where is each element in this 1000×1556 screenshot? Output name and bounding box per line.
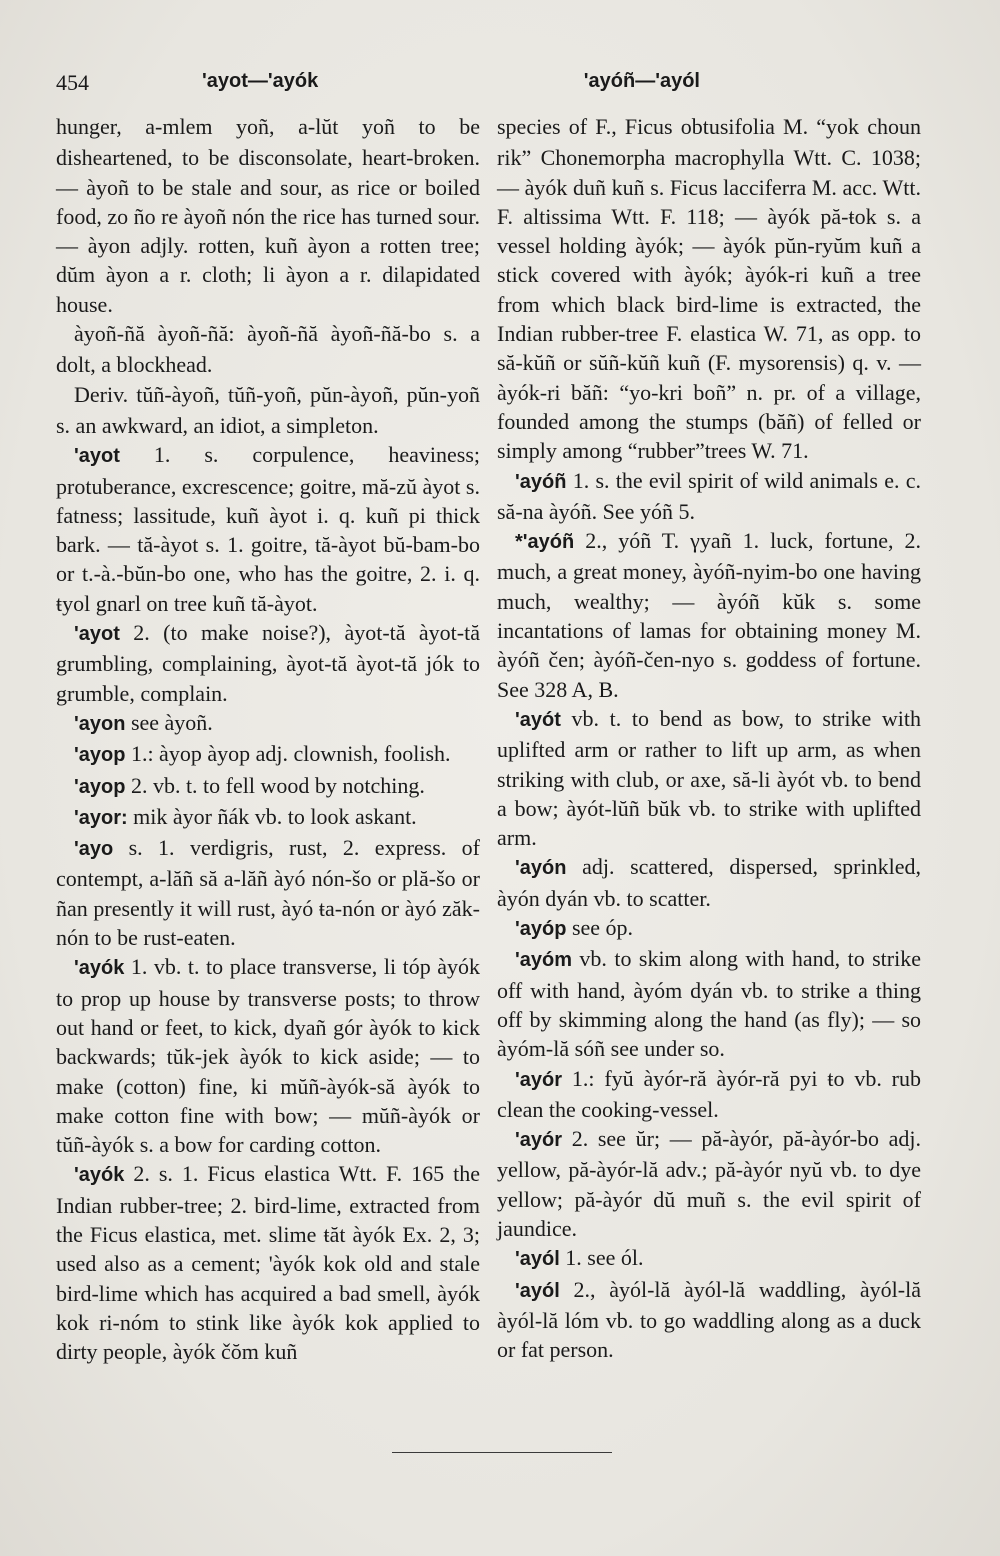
dictionary-entry	[56, 952, 480, 1159]
entry-headword: 'ayón	[515, 857, 567, 880]
dictionary-entry	[56, 708, 480, 739]
page-number: 454	[56, 70, 89, 95]
entry-text: adj. scattered, dispersed, sprinkled, àyón dyán vb. to scatter.	[497, 854, 921, 911]
entry-headword: 'ayor:	[74, 806, 128, 829]
dictionary-entry	[56, 833, 480, 952]
entry-text: 2. see ŭr; — pă-àyór, pă-àyór-bo adj. yellow, pă-àyór-lă adv.; pă-àyór nyŭ vb. to dye yellow; pă-àyór dŭ muñ s. the evil spirit of jaundice.	[497, 1126, 921, 1241]
entry-text: vb. t. to bend as bow, to strike with uplifted arm or rather to lift up arm, as when striking with club, or axe, să-li àyót vb. to bend a bow; àyót-lŭñ bŭk vb. to strike with uplifted arm.	[497, 705, 921, 851]
entry-text: 2. (to make noise?), àyot-tă àyot-tă grumbling, complaining, àyot-tă àyot-tă jók to grumble, complain.	[56, 620, 480, 706]
entry-text: vb. to skim along with hand, to strike off with hand, àyóm dyán vb. to strike a thing off by skimming along the hand (as fly); — so àyóm-lă sóñ see under so.	[497, 946, 921, 1062]
entry-text: see àyoñ.	[125, 709, 213, 735]
entry-text: species of F., Ficus obtusifolia M. “yok choun rik” Chonemorpha macrophylla Wtt. C. 1038; — àyók duñ kuñ s. Ficus lacciferra M. acc. Wtt. F. altissima Wtt. F. 118; — àyók pă-ŧok s. a vessel holding àyók; — àyók pŭn-ryŭm kuñ a stick covered with àyók; àyók-ri kuñ a tree from which black bird-lime is extracted, the Indian rubber-tree F. elastica W. 71, as opp. to să-kŭñ or sŭñ-kŭñ kuñ (F. mysorensis) q. v. — àyók-ri băñ: “yo-kri boñ” n. pr. of a village, founded among the stumps (băñ) of felled or simply among “rubber”trees W. 71.	[497, 114, 921, 464]
dictionary-entry	[56, 112, 480, 319]
entry-text: Deriv. tŭñ-àyoñ, tŭñ-yoñ, pŭn-àyoñ, pŭn-yoñ s. an awkward, an idiot, a simpleton.	[56, 381, 480, 438]
entry-text: s. 1. verdigris, rust, 2. express. of contempt, a-lăñ să a-lăñ àyó nón-šo or plă-šo or ñan presently it will rust, àyó ŧa-nón or àyó zăk-nón to be rust-eaten.	[56, 835, 480, 951]
entry-headword: 'ayól	[515, 1279, 560, 1302]
dictionary-entry	[56, 739, 480, 770]
entry-headword: 'ayóm	[515, 949, 573, 972]
dictionary-entry	[56, 771, 480, 802]
entry-headword: 'ayop	[74, 775, 126, 798]
entry-text: 1. s. corpulence, heaviness; protuberance, excrescence; goitre, mă-zŭ àyot s. fatness; lassitude, kuñ àyot i. q. kuñ pi thick bark. — tă-àyot s. 1. goitre, tă-àyot bŭ-bam-bo or t.-à.-bŭn-bo one, who has the goitre, 2. i. q. ŧyol gnarl on tree kuñ tă-àyot.	[56, 442, 480, 616]
entry-text: 2. s. 1. Ficus elastica Wtt. F. 165 the Indian rubber-tree; 2. bird-lime, extracted from the Ficus elastica, met. slime ŧăt àyók Ex. 2, 3; used also as a cement; 'àyók kok old and stale bird-lime which has acquired a bad smell, àyók kok ri-nóm to stink like àyók kok applied to dirty people, àyók čŏm kuñ	[56, 1161, 480, 1365]
dictionary-entry	[497, 944, 921, 1063]
entry-text: 2., àyól-lă àyól-lă waddling, àyól-lă àyól-lă lóm vb. to go waddling along as a duck or fat person.	[497, 1276, 921, 1363]
entry-headword: 'ayon	[74, 712, 126, 735]
right-running-head: 'ayóñ—'ayól	[583, 70, 700, 92]
left-running-head: 'ayot—'ayók	[202, 70, 319, 92]
entry-headword: 'ayór	[515, 1129, 563, 1152]
entry-text: see óp.	[566, 915, 634, 941]
dictionary-entry	[497, 852, 921, 913]
entry-text: 2. vb. t. to fell wood by notching.	[125, 772, 425, 798]
dictionary-entry	[497, 704, 921, 852]
entry-headword: 'ayop	[74, 744, 126, 767]
entry-headword: 'ayór	[515, 1068, 563, 1091]
dictionary-entry	[56, 618, 480, 708]
entry-headword: 'ayóp	[515, 918, 567, 941]
entry-headword: 'ayót	[515, 708, 561, 731]
entry-text: 2., yóñ T. γyañ 1. luck, fortune, 2. much, a great money, àyóñ-nyim-bo one having much, wealthy; — àyóñ kŭk s. some incantations of lamas for obtaining money M. àyóñ čen; àyóñ-čen-nyo s. goddess of fortune. See 328 A, B.	[497, 528, 921, 702]
entry-headword: 'ayól	[515, 1248, 560, 1271]
entry-text: 1. s. the evil spirit of wild animals e. c. să-na àyóñ. See yóñ 5.	[497, 467, 921, 524]
entry-headword: *'ayóñ	[515, 531, 575, 554]
dictionary-entry	[497, 1243, 921, 1274]
dictionary-entry	[56, 440, 480, 618]
bottom-rule	[392, 1452, 612, 1453]
entry-text: 1. vb. t. to place transverse, li tóp àyók to prop up house by transverse posts; to throw out hand or feet, to kick, dyañ gór àyók to kick backwards; tŭk-jek àyók to kick aside; — to make (cotton) fine, ki mŭñ-àyók-să àyók to make cotton fine with bow; — mŭñ-àyók or tŭñ-àyók s. a bow for carding cotton.	[56, 954, 480, 1158]
right-column	[497, 112, 921, 1364]
left-column	[56, 112, 480, 1366]
entry-headword: 'ayot	[74, 623, 120, 646]
entry-text: àyoñ-ñă àyoñ-ñă: àyoñ-ñă àyoñ-ñă-bo s. a dolt, a blockhead.	[56, 321, 480, 378]
dictionary-entry	[56, 1159, 480, 1366]
dictionary-entry	[497, 1275, 921, 1365]
entry-headword: 'ayot	[74, 445, 120, 468]
dictionary-entry	[497, 526, 921, 704]
entry-headword: 'ayók	[74, 957, 125, 980]
dictionary-entry	[497, 1064, 921, 1125]
dictionary-entry	[56, 380, 480, 441]
dictionary-entry	[56, 319, 480, 380]
entry-headword: 'ayóñ	[515, 470, 567, 493]
dictionary-entry	[497, 1124, 921, 1243]
entry-text: 1. see ól.	[559, 1245, 644, 1271]
entry-text: 1.: àyop àyop adj. clownish, foolish.	[125, 741, 451, 767]
entry-text: hunger, a-mlem yoñ, a-lŭt yoñ to be disheartened, to be disconsolate, heart-broken. — àyoñ to be stale and sour, as rice or boiled food, zo ño re àyoñ nón the rice has turned sour. — àyon adjly. rotten, kuñ àyon a rotten tree; dŭm àyon a r. cloth; li àyon a r. dilapidated house.	[56, 114, 480, 317]
entry-text: 1.: fyŭ àyór-ră àyór-ră pyi ŧo vb. rub clean the cooking-vessel.	[497, 1065, 921, 1122]
dictionary-entry	[497, 913, 921, 944]
entry-headword: 'ayo	[74, 838, 114, 861]
entry-text: mik àyor ñák vb. to look askant.	[127, 803, 417, 829]
dictionary-entry	[497, 466, 921, 527]
page-header	[56, 62, 944, 102]
dictionary-entry	[56, 802, 480, 833]
dictionary-entry	[497, 112, 921, 466]
entry-headword: 'ayók	[74, 1164, 125, 1187]
